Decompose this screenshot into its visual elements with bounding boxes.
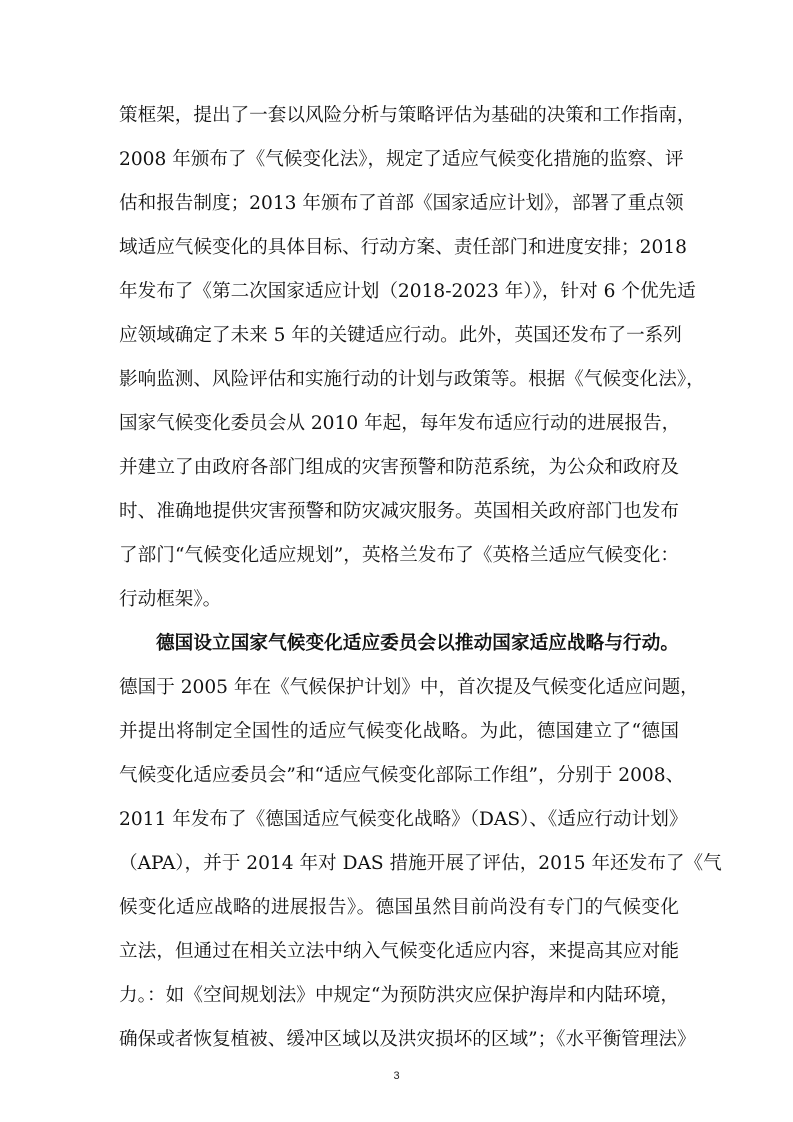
text-line: 了部门“气候变化适应规划”，英格兰发布了《英格兰适应气候变化： xyxy=(119,545,679,566)
text-line: 确保或者恢复植被、缓冲区域以及洪灾损坏的区域”；《水平衡管理法》 xyxy=(119,1029,696,1050)
text-line: 行动框架》。 xyxy=(119,589,222,610)
text-line: 国家气候变化委员会从 2010 年起，每年发布适应行动的进展报告， xyxy=(119,413,681,434)
section-heading: 德国设立国家气候变化适应委员会以推动国家适应战略与行动。 xyxy=(156,633,679,654)
text-line: （APA），并于 2014 年对 DAS 措施开展了评估，2015 年还发布了《气 xyxy=(119,853,722,874)
text-line: 候变化适应战略的进展报告》。德国虽然目前尚没有专门的气候变化 xyxy=(119,897,679,918)
text-line: 时、准确地提供灾害预警和防灾减灾服务。英国相关政府部门也发布 xyxy=(119,501,679,522)
page-number: 3 xyxy=(393,1070,400,1082)
text-line: 域适应气候变化的具体目标、行动方案、责任部门和进度安排；2018 xyxy=(119,237,687,258)
text-line: 影响监测、风险评估和实施行动的计划与政策等。根据《气候变化法》， xyxy=(119,369,705,390)
text-line: 估和报告制度；2013 年颁布了首部《国家适应计划》，部署了重点领 xyxy=(119,193,684,214)
text-line: 气候变化适应委员会”和“适应气候变化部际工作组”，分别于 2008、 xyxy=(119,765,685,786)
text-line: 应领域确定了未来 5 年的关键适应行动。此外，英国还发布了一系列 xyxy=(119,325,682,346)
text-line: 2008 年颁布了《气候变化法》，规定了适应气候变化措施的监察、评 xyxy=(119,149,684,170)
text-line: 并建立了由政府各部门组成的灾害预警和防范系统，为公众和政府及 xyxy=(119,457,679,478)
text-line: 年发布了《第二次国家适应计划（2018-2023 年）》，针对 6 个优先适 xyxy=(119,281,696,302)
text-line: 2011 年发布了《德国适应气候变化战略》（DAS）、《适应行动计划》 xyxy=(119,809,688,830)
text-line: 力。：如《空间规划法》中规定“为预防洪灾应保护海岸和内陆环境， xyxy=(119,985,679,1006)
text-line: 并提出将制定全国性的适应气候变化战略。为此，德国建立了“德国 xyxy=(119,721,679,742)
text-line: 策框架，提出了一套以风险分析与策略评估为基础的决策和工作指南， xyxy=(119,105,696,126)
text-line: 德国于 2005 年在《气候保护计划》中，首次提及气候变化适应问题， xyxy=(119,677,699,698)
text-line: 立法，但通过在相关立法中纳入气候变化适应内容，来提高其应对能 xyxy=(119,941,679,962)
